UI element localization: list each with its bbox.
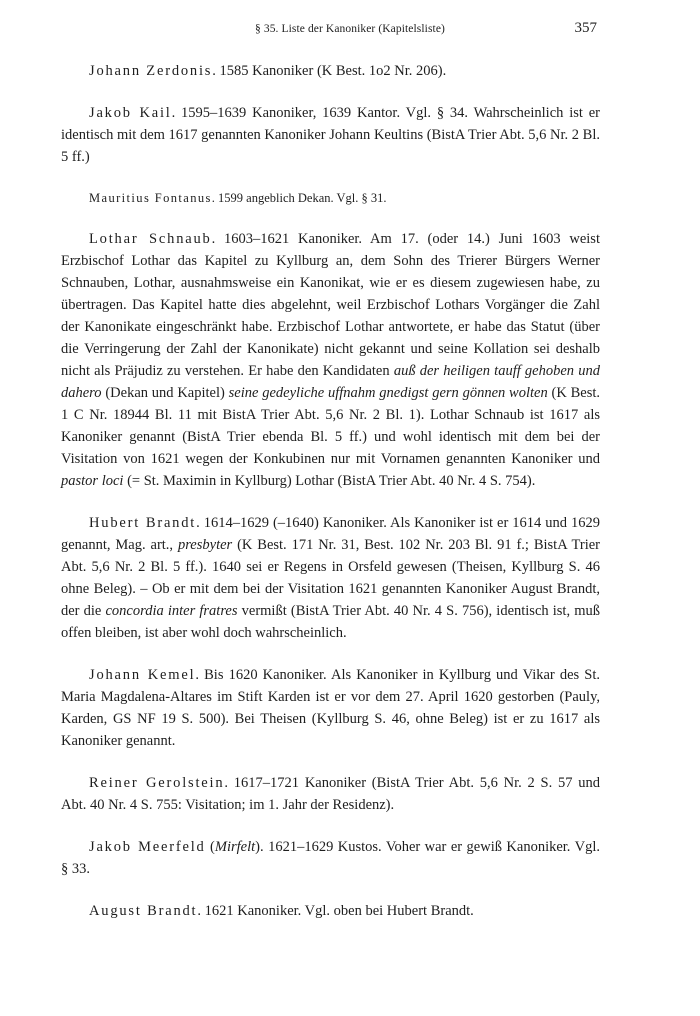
entry-jakob-meerfeld	[61, 836, 600, 880]
entry-text: vermißt (BistA Trier Abt. 40 Nr. 4 S. 756), identisch ist, muß offen bleiben, ist aber wohl doch wahrscheinlich.	[61, 603, 600, 641]
entry-johann-kemel	[61, 664, 600, 752]
entry-mauritius-fontanus	[61, 188, 600, 208]
latin-term: concordia inter fratres	[105, 603, 238, 619]
entry-text: . 1617–1721 Kanoniker (BistA Trier Abt. 5,6 Nr. 2 S. 57 und Abt. 40 Nr. 4 S. 755: Visitation; im 1. Jahr der Residenz).	[61, 775, 600, 813]
latin-term: pastor loci	[61, 473, 124, 489]
entry-text: . 1603–1621 Kanoniker. Am 17. (oder 14.) Juni 1603 weist Erzbischof Lothar das Kapitel zu Kyllburg an, dem Sohn des Trierer Bürgers Werner Schnauben, Lothar, ausnahmsweise ein Kanonikat, wie er es diesem zugewiesen habe, zu übertragen. Das Kapitel hatte dies abgelehnt, weil Erzbischof Lothars Vorgänger die Zahl der Kanonikate eingeschränkt habe. Erzbischof Lothar antwortete, er habe das Statut (über die Verringerung der Zahl der Kanonikate) nicht gekannt und seine Kollation sei deshalb nicht als Präjudiz zu verstehen. Er habe den Kandidaten	[61, 231, 600, 379]
latin-term: Mirfelt	[214, 839, 256, 855]
entry-jakob-kail	[61, 102, 600, 168]
entry-name: August Brandt	[89, 903, 198, 919]
entry-hubert-brandt	[61, 512, 600, 644]
entry-name: Jakob Kail	[89, 105, 172, 121]
entry-text: ). 1621–1629 Kustos. Voher war er gewiß Kanoniker. Vgl. § 33.	[61, 839, 600, 877]
entry-text: (= St. Maximin in Kyllburg) Lothar (BistA Trier Abt. 40 Nr. 4 S. 754).	[123, 473, 536, 489]
entry-text: . 1585 Kanoniker (K Best. 1o2 Nr. 206).	[212, 63, 447, 79]
entry-august-brandt	[61, 900, 600, 922]
page-body	[61, 60, 600, 942]
entry-text: . 1595–1639 Kanoniker, 1639 Kantor. Vgl. § 34. Wahrscheinlich ist er identisch mit dem 1617 genannten Kanoniker Johann Keultins (BistA Trier Abt. 5,6 Nr. 2 Bl. 5 ff.)	[61, 105, 600, 165]
entry-text: (	[205, 839, 215, 855]
entry-name: Lothar Schnaub	[89, 231, 212, 247]
latin-quote: seine gedeyliche uffnahm gnedigst gern gönnen wolten	[228, 385, 548, 401]
entry-name: Jakob Meerfeld	[89, 839, 206, 855]
latin-quote: auß der heiligen tauff gehoben und dahero	[61, 363, 600, 401]
latin-term: presbyter	[177, 537, 233, 553]
running-title: § 35. Liste der Kanoniker (Kapitelsliste)	[255, 23, 445, 35]
entry-name: Johann Kemel	[89, 667, 196, 683]
entry-text: . 1599 angeblich Dekan. Vgl. § 31.	[211, 191, 387, 205]
entry-johann-zerdonis	[61, 60, 600, 82]
entry-text: (Dekan und Kapitel)	[101, 385, 229, 401]
entry-name: Reiner Gerolstein	[89, 775, 225, 791]
entry-text: . 1621 Kanoniker. Vgl. oben bei Hubert Brandt.	[197, 903, 474, 919]
entry-name: Hubert Brandt	[89, 515, 197, 531]
entry-name: Mauritius Fontanus	[89, 191, 212, 205]
entry-text: (K Best. 171 Nr. 31, Best. 102 Nr. 203 Bl. 91 f.; BistA Trier Abt. 5,6 Nr. 2 Bl. 5 ff.). 1640 sei er Regens in Orsfeld gewesen (Theisen, Kyllburg S. 46 ohne Beleg). – Ob er mit dem bei der Visitation 1621 genannten Kanoniker August Brandt, der die	[61, 537, 600, 619]
page-number: 357	[574, 20, 597, 36]
entry-reiner-gerolstein	[61, 772, 600, 816]
entry-text: . 1614–1629 (–1640) Kanoniker. Als Kanoniker ist er 1614 und 1629 genannt, Mag. art.,	[61, 515, 600, 553]
entry-name: Johann Zerdonis	[89, 63, 213, 79]
page-header	[0, 20, 700, 42]
entry-text: (K Best. 1 C Nr. 18944 Bl. 11 mit BistA Trier Abt. 5,6 Nr. 2 Bl. 1). Lothar Schnaub ist 1617 als Kanoniker genannt (BistA Trier ebenda Bl. 5 ff.) und wohl identisch mit dem bei der Visitation von 1621 wegen der Konkubinen nur mit Vornamen genannten Kanoniker und	[61, 385, 600, 467]
entry-text: . Bis 1620 Kanoniker. Als Kanoniker in Kyllburg und Vikar des St. Maria Magdalena-Altares im Stift Karden ist er vor dem 27. April 1620 gestorben (Pauly, Karden, GS NF 19 S. 500). Bei Theisen (Kyllburg S. 46, ohne Beleg) ist er zu 1617 als Kanoniker genannt.	[61, 667, 600, 749]
entry-lothar-schnaub	[61, 228, 600, 492]
